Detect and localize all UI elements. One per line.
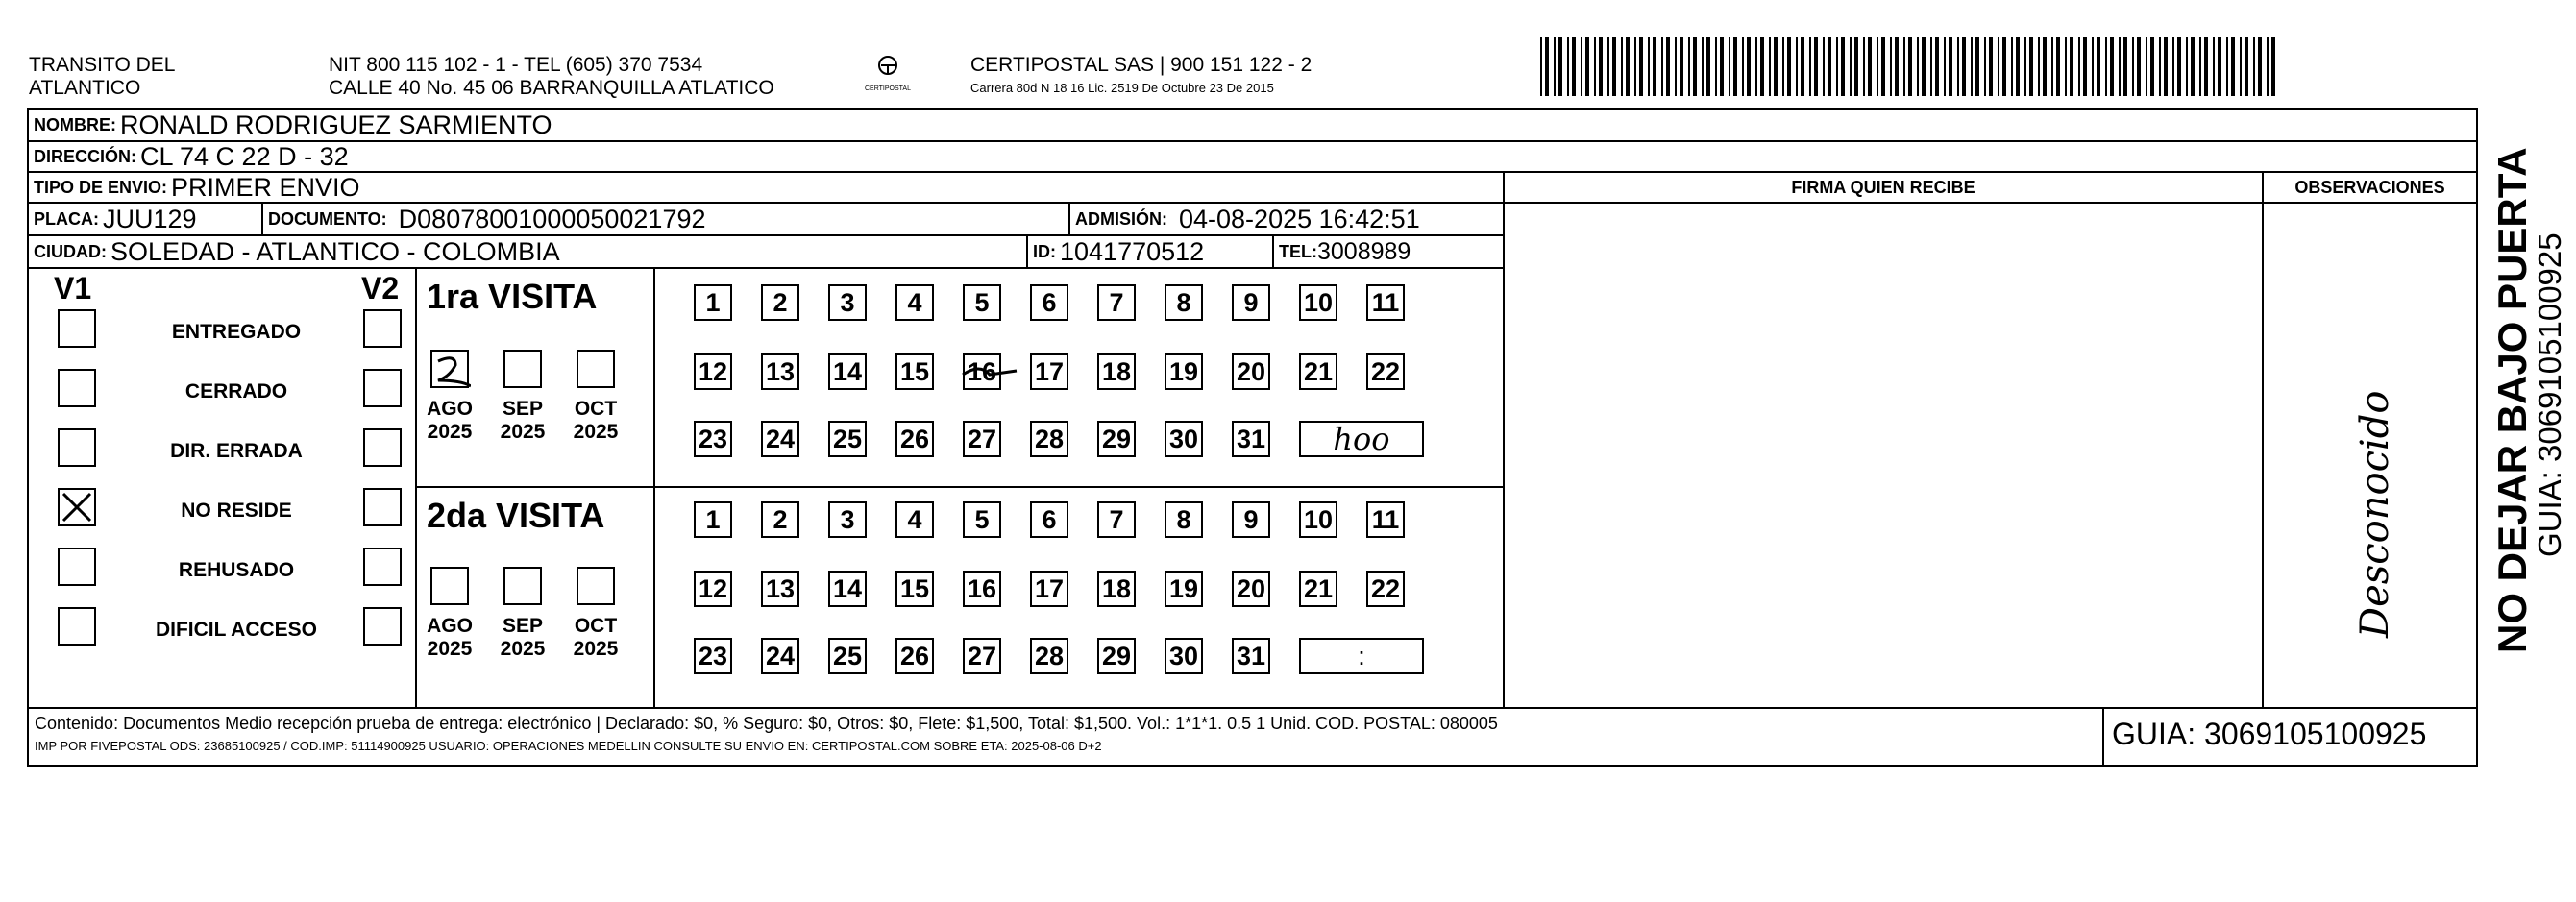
day-box[interactable]: 1 <box>694 501 732 538</box>
barcode-bar <box>2132 37 2134 96</box>
day-box[interactable]: 28 <box>1030 638 1068 674</box>
day-box[interactable]: 19 <box>1165 353 1203 390</box>
handwritten-mark-icon <box>432 352 471 390</box>
barcode-bar <box>1733 37 1737 96</box>
barcode-bar <box>2172 37 2174 96</box>
guia-box: GUIA: 3069105100925 <box>2112 717 2427 751</box>
day-box[interactable]: 1 <box>694 284 732 321</box>
day-box[interactable]: 8 <box>1165 501 1203 538</box>
barcode-bar <box>1841 37 1845 96</box>
day-box[interactable]: 31 <box>1232 638 1270 674</box>
day-box[interactable]: 4 <box>895 284 934 321</box>
day-box[interactable]: 3 <box>828 501 867 538</box>
barcode-bar <box>1903 37 1905 96</box>
barcode-bar <box>1540 37 1542 96</box>
v1-checkbox[interactable] <box>58 607 96 646</box>
company-info <box>970 54 1312 96</box>
barcode-bar <box>1814 37 1818 96</box>
barcode-bar <box>2119 37 2121 96</box>
day-box[interactable]: 29 <box>1097 421 1136 457</box>
barcode-bar <box>1877 37 1878 96</box>
barcode-bar <box>1581 37 1582 96</box>
day-box[interactable]: 8 <box>1165 284 1203 321</box>
row-tipo <box>29 173 2476 204</box>
barcode-bar <box>1626 37 1630 96</box>
day-box[interactable]: 27 <box>963 638 1001 674</box>
day-box[interactable]: 7 <box>1097 501 1136 538</box>
status-divider <box>415 269 417 707</box>
barcode-bar <box>1648 37 1650 96</box>
day-box[interactable]: 18 <box>1097 353 1136 390</box>
day-box[interactable]: 17 <box>1030 571 1068 607</box>
second-visit-title: 2da VISITA <box>427 496 605 535</box>
company-line: CERTIPOSTAL SAS | 900 151 122 - 2 <box>970 54 1313 76</box>
barcode-bar <box>2258 37 2262 96</box>
day-box[interactable]: 3 <box>828 284 867 321</box>
months-divider <box>653 269 655 707</box>
day-box[interactable]: 17 <box>1030 353 1068 390</box>
v1-label: V1 <box>54 271 92 305</box>
barcode-bar <box>1917 37 1919 96</box>
barcode-bar <box>1607 37 1609 96</box>
barcode-bar <box>1594 37 1596 96</box>
day-box[interactable]: 2 <box>761 501 799 538</box>
day-box[interactable]: 15 <box>895 571 934 607</box>
barcode-bar <box>1944 37 1946 96</box>
license-line: Carrera 80d N 18 16 Lic. 2519 De Octubre 23 De 2015 <box>970 81 1274 95</box>
day-box[interactable]: 19 <box>1165 571 1203 607</box>
day-box[interactable]: 16 <box>963 353 1001 390</box>
barcode-bar <box>2271 37 2275 96</box>
barcode-bar <box>1639 37 1643 96</box>
barcode-bar <box>1661 37 1663 96</box>
barcode-bar <box>2204 37 2208 96</box>
barcode-bar <box>1702 37 1704 96</box>
barcode-bar <box>1782 37 1784 96</box>
first-visit-title: 1ra VISITA <box>427 277 598 316</box>
v2-checkbox[interactable] <box>363 548 402 586</box>
day-box[interactable]: 4 <box>895 501 934 538</box>
barcode-bar <box>1787 37 1791 96</box>
barcode-bar <box>2240 37 2242 96</box>
placa-value: JUU129 <box>103 204 197 233</box>
day-box[interactable]: 20 <box>1232 571 1270 607</box>
month-checkbox[interactable] <box>430 350 469 388</box>
day-box[interactable]: 2 <box>761 284 799 321</box>
barcode-bar <box>1989 37 1993 96</box>
barcode-bar <box>2024 37 2026 96</box>
v2-checkbox[interactable] <box>363 488 402 526</box>
day-box[interactable]: 14 <box>828 571 867 607</box>
barcode-bar <box>1895 37 1899 96</box>
day-box[interactable]: 31 <box>1232 421 1270 457</box>
guia-divider <box>2102 707 2104 767</box>
month-label: OCT 2025 <box>573 615 619 660</box>
handwritten-mark-icon <box>961 361 1018 384</box>
barcode-bar <box>1554 37 1556 96</box>
barcode-bar <box>1599 37 1603 96</box>
status-option-label: DIR. ERRADA <box>170 440 303 462</box>
barcode-bar <box>1863 37 1865 96</box>
v1-checkbox[interactable] <box>58 369 96 407</box>
documento-label: DOCUMENTO: <box>268 208 387 229</box>
barcode-bar <box>1890 37 1892 96</box>
nombre-label: NOMBRE: <box>34 114 116 134</box>
barcode-bar <box>1621 37 1623 96</box>
day-box[interactable]: 7 <box>1097 284 1136 321</box>
barcode-bar <box>1971 37 1973 96</box>
day-box[interactable]: 30 <box>1165 421 1203 457</box>
barcode-bar <box>1828 37 1831 96</box>
barcode-bar <box>2038 37 2040 96</box>
row-ciudad <box>29 236 1505 269</box>
status-option-label: DIFICIL ACCESO <box>155 619 317 641</box>
footer-divider <box>29 707 2476 709</box>
direccion-value: CL 74 C 22 D - 32 <box>140 141 349 171</box>
barcode-bar <box>2177 37 2181 96</box>
barcode-bar <box>2083 37 2087 96</box>
day-box[interactable]: 26 <box>895 421 934 457</box>
barcode-bar <box>2070 37 2073 96</box>
barcode-bar <box>2186 37 2188 96</box>
certipostal-logo <box>853 52 922 96</box>
month-label: SEP 2025 <box>500 398 546 443</box>
admision-value: 04-08-2025 16:42:51 <box>1179 204 1420 233</box>
barcode-bar <box>1747 37 1751 96</box>
barcode-bar <box>1612 37 1616 96</box>
status-block <box>29 269 1505 707</box>
day-box[interactable]: 5 <box>963 501 1001 538</box>
v2-checkbox[interactable] <box>363 607 402 646</box>
barcode-bar <box>1975 37 1979 96</box>
v1-checkbox[interactable] <box>58 548 96 586</box>
day-box[interactable]: 6 <box>1030 501 1068 538</box>
firma-label: FIRMA QUIEN RECIBE <box>1791 177 1975 197</box>
v2-checkbox[interactable] <box>363 428 402 467</box>
day-box[interactable]: 28 <box>1030 421 1068 457</box>
day-box[interactable]: 13 <box>761 353 799 390</box>
day-box[interactable]: 25 <box>828 421 867 457</box>
side-warning: NO DEJAR BAJO PUERTA <box>2490 147 2535 653</box>
barcode-bar <box>1796 37 1798 96</box>
barcode-bar <box>2150 37 2154 96</box>
nit-line: NIT 800 115 102 - 1 - TEL (605) 370 7534 <box>329 54 703 76</box>
id-label: ID: <box>1033 241 1056 261</box>
tel-label: TEL: <box>1279 241 1317 261</box>
barcode-bar <box>1680 37 1683 96</box>
day-box[interactable]: 22 <box>1366 571 1405 607</box>
side-panel <box>2482 134 2568 672</box>
barcode-bar <box>1801 37 1804 96</box>
barcode-bar <box>1850 37 1852 96</box>
status-option-label: REHUSADO <box>178 559 295 581</box>
day-box[interactable]: 12 <box>694 353 732 390</box>
documento-value: D08078001000050021792 <box>398 204 706 233</box>
day-box[interactable]: 24 <box>761 638 799 674</box>
month-label: OCT 2025 <box>573 398 619 443</box>
day-box[interactable]: 14 <box>828 353 867 390</box>
barcode-bar <box>2105 37 2107 96</box>
barcode-bar <box>1567 37 1569 96</box>
day-box[interactable]: 21 <box>1299 571 1337 607</box>
status-option-label: NO RESIDE <box>181 500 292 522</box>
day-box[interactable]: 23 <box>694 421 732 457</box>
barcode-bar <box>2092 37 2094 96</box>
day-box[interactable]: 22 <box>1366 353 1405 390</box>
contenido-text: Contenido: Documentos Medio recepción prueba de entrega: electrónico | Declarado: $0, % Seguro: $0, Otros: $0, Flete: $1,500, Total: $1,500. Vol.: 1*1*1. 0.5 1 Unid. COD. POSTAL: 080005 <box>35 714 1498 733</box>
day-box[interactable]: 9 <box>1232 501 1270 538</box>
barcode-bar <box>1957 37 1959 96</box>
barcode-bar <box>1949 37 1952 96</box>
day-box[interactable]: 5 <box>963 284 1001 321</box>
barcode-bar <box>2226 37 2228 96</box>
month-checkbox[interactable] <box>577 567 615 605</box>
barcode-bar <box>2056 37 2060 96</box>
barcode-bar <box>2218 37 2221 96</box>
status-option-label: ENTREGADO <box>171 321 302 343</box>
delivery-form <box>27 108 2478 767</box>
day-box[interactable]: 20 <box>1232 353 1270 390</box>
org-line2: ATLANTICO <box>29 77 141 99</box>
x-mark-icon <box>60 490 94 524</box>
barcode-bar <box>1809 37 1811 96</box>
barcode-bar <box>1634 37 1636 96</box>
month-label: SEP 2025 <box>500 615 546 660</box>
barcode-bar <box>1666 37 1670 96</box>
barcode-bar <box>2097 37 2100 96</box>
barcode-bar <box>1706 37 1710 96</box>
side-guia: GUIA: 3069105100925 <box>2532 232 2567 557</box>
tipo-value: PRIMER ENVIO <box>171 172 360 202</box>
observation-handwriting <box>2335 359 2412 647</box>
time-box[interactable]: : <box>1299 638 1424 674</box>
barcode-bar <box>1585 37 1589 96</box>
barcode-bar <box>1558 37 1562 96</box>
day-box[interactable]: 11 <box>1366 284 1405 321</box>
barcode-bar <box>2029 37 2033 96</box>
day-box[interactable]: 27 <box>963 421 1001 457</box>
month-checkbox[interactable] <box>577 350 615 388</box>
barcode-bar <box>2123 37 2127 96</box>
day-box[interactable]: 12 <box>694 571 732 607</box>
barcode-bar <box>1755 37 1757 96</box>
v1-checkbox[interactable] <box>58 309 96 348</box>
row-placa <box>29 204 1505 236</box>
barcode-bar <box>1742 37 1744 96</box>
tipo-label: TIPO DE ENVIO: <box>34 177 168 197</box>
admision-label: ADMISIÓN: <box>1075 208 1167 229</box>
day-box[interactable]: 24 <box>761 421 799 457</box>
day-box[interactable]: 18 <box>1097 571 1136 607</box>
tel-value: 3008989 <box>1317 237 1411 265</box>
barcode-bar <box>2137 37 2141 96</box>
address-line: CALLE 40 No. 45 06 BARRANQUILLA ATLATICO <box>329 77 774 99</box>
time-box[interactable]: hoo <box>1299 421 1424 457</box>
barcode-bar <box>1675 37 1677 96</box>
barcode-bar <box>2231 37 2235 96</box>
org-contact <box>329 54 774 100</box>
barcode-bar <box>2078 37 2080 96</box>
barcode-bar <box>1935 37 1939 96</box>
barcode-bar <box>1688 37 1690 96</box>
day-box[interactable]: 25 <box>828 638 867 674</box>
barcode-bar <box>1854 37 1858 96</box>
barcode-bar <box>1823 37 1825 96</box>
month-label: AGO 2025 <box>427 615 473 660</box>
barcode-bar <box>2011 37 2013 96</box>
observaciones-divider <box>2262 204 2264 707</box>
svg-text:CERTIPOSTAL: CERTIPOSTAL <box>865 85 911 92</box>
day-box[interactable]: 6 <box>1030 284 1068 321</box>
direccion-label: DIRECCIÓN: <box>34 146 136 166</box>
day-box[interactable]: 10 <box>1299 501 1337 538</box>
barcode-bar <box>2016 37 2020 96</box>
ciudad-value: SOLEDAD - ATLANTICO - COLOMBIA <box>110 236 560 266</box>
barcode-bar <box>1774 37 1778 96</box>
barcode-bar <box>1693 37 1697 96</box>
observaciones-label: OBSERVACIONES <box>2294 177 2445 197</box>
v2-checkbox[interactable] <box>363 369 402 407</box>
barcode-bar <box>1984 37 1986 96</box>
day-box[interactable]: 23 <box>694 638 732 674</box>
barcode-bar <box>1729 37 1730 96</box>
day-box[interactable]: 9 <box>1232 284 1270 321</box>
imp-text: IMP POR FIVEPOSTAL ODS: 23685100925 / COD.IMP: 51114900925 USUARIO: OPERACIONES MEDELLIN CONSULTE SU ENVIO EN: CERTIPOSTAL.COM SOBRE ETA: 2025-08-06 D+2 <box>35 739 1102 753</box>
day-box[interactable]: 15 <box>895 353 934 390</box>
id-value: 1041770512 <box>1060 236 1205 266</box>
barcode-bar <box>2110 37 2114 96</box>
barcode-bar <box>2164 37 2168 96</box>
month-checkbox[interactable] <box>503 567 542 605</box>
barcode-bar <box>2245 37 2248 96</box>
barcode-bar <box>1908 37 1912 96</box>
barcode-bar <box>1769 37 1771 96</box>
barcode-bar <box>2199 37 2201 96</box>
barcode-bar <box>1572 37 1576 96</box>
barcode-bar <box>2267 37 2269 96</box>
month-label: AGO 2025 <box>427 398 473 443</box>
day-box[interactable]: 21 <box>1299 353 1337 390</box>
day-box[interactable]: 10 <box>1299 284 1337 321</box>
day-box[interactable]: 29 <box>1097 638 1136 674</box>
month-checkbox[interactable] <box>430 567 469 605</box>
barcode-bar <box>2051 37 2053 96</box>
barcode-bar <box>2002 37 2006 96</box>
nombre-value: RONALD RODRIGUEZ SARMIENTO <box>120 110 552 139</box>
barcode-bar <box>2065 37 2067 96</box>
day-box[interactable]: 13 <box>761 571 799 607</box>
barcode-bar <box>2191 37 2195 96</box>
row-nombre <box>29 110 2476 142</box>
day-box[interactable]: 16 <box>963 571 1001 607</box>
barcode-bar <box>1922 37 1926 96</box>
barcode-bar <box>1868 37 1872 96</box>
month-checkbox[interactable] <box>503 350 542 388</box>
barcode-bar <box>1545 37 1549 96</box>
barcode-bar <box>1760 37 1764 96</box>
barcode <box>1540 37 2286 96</box>
org-name <box>29 54 175 100</box>
svg-text:Desconocido: Desconocido <box>2353 390 2397 638</box>
ciudad-label: CIUDAD: <box>34 241 107 261</box>
barcode-bar <box>1962 37 1966 96</box>
barcode-bar <box>2253 37 2255 96</box>
day-box[interactable]: 11 <box>1366 501 1405 538</box>
org-line1: TRANSITO DEL <box>29 54 176 76</box>
day-box[interactable]: 26 <box>895 638 934 674</box>
v1-checkbox[interactable] <box>58 428 96 467</box>
barcode-bar <box>2159 37 2161 96</box>
barcode-bar <box>1720 37 1724 96</box>
v1-checkbox[interactable] <box>58 488 96 526</box>
barcode-bar <box>1930 37 1932 96</box>
barcode-bar <box>2213 37 2215 96</box>
barcode-bar <box>2043 37 2047 96</box>
barcode-bar <box>1998 37 1999 96</box>
v2-checkbox[interactable] <box>363 309 402 348</box>
barcode-bar <box>1715 37 1717 96</box>
barcode-bar <box>2146 37 2147 96</box>
barcode-bar <box>1881 37 1885 96</box>
v2-label: V2 <box>361 271 400 305</box>
visit-divider <box>415 486 1505 488</box>
row-direccion <box>29 142 2476 173</box>
placa-label: PLACA: <box>34 208 99 229</box>
barcode-bar <box>1836 37 1838 96</box>
barcode-bar <box>1653 37 1656 96</box>
status-option-label: CERRADO <box>184 380 288 402</box>
day-box[interactable]: 30 <box>1165 638 1203 674</box>
